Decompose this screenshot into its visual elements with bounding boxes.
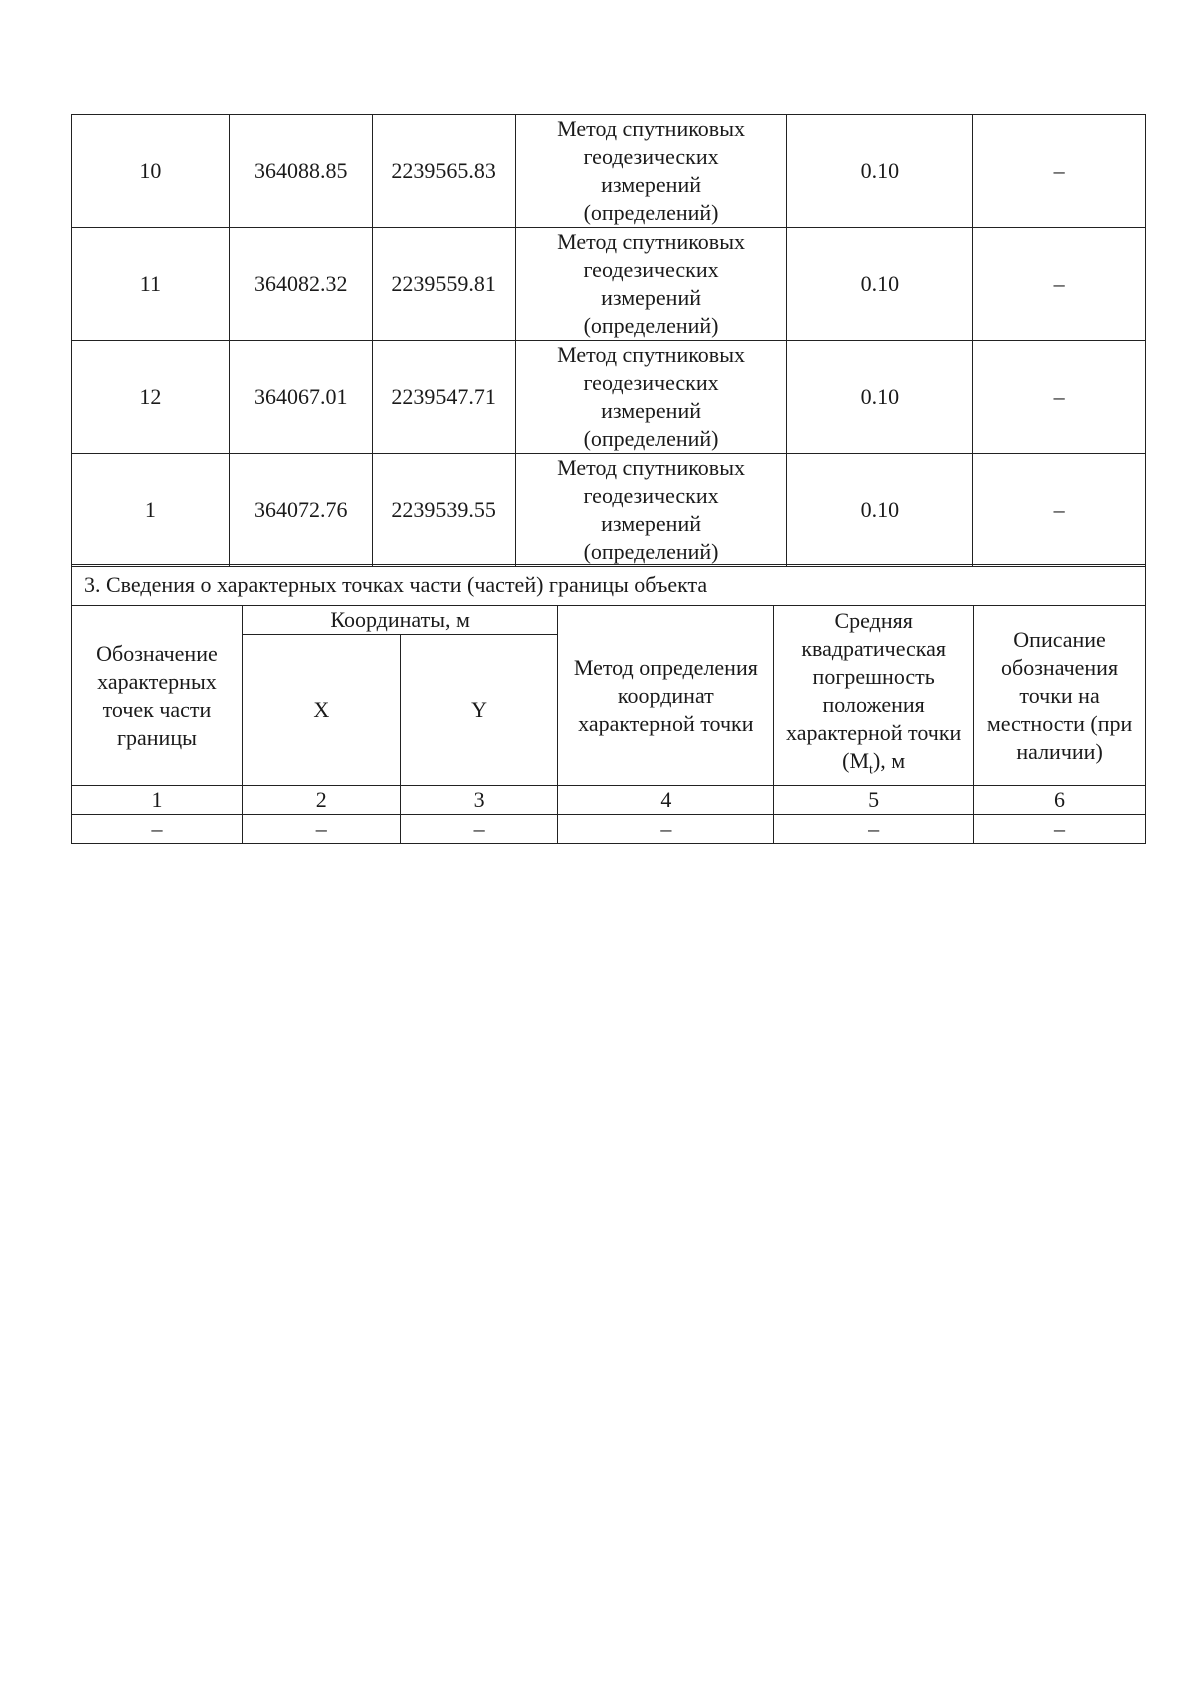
empty-data-row [72, 815, 1146, 844]
section-3-title-table [71, 564, 1146, 606]
header-accuracy [774, 606, 974, 786]
header-accuracy-subscript: t [869, 762, 873, 778]
empty-cell: – [558, 815, 774, 844]
coordinate-x: 364088.85 [229, 115, 372, 228]
description-cell: – [973, 341, 1146, 454]
empty-cell: – [400, 815, 558, 844]
coordinates-table-continued [71, 114, 1146, 567]
coordinate-x: 364072.76 [229, 454, 372, 567]
method-cell: Метод спутниковых геодезических измерений (определений) [515, 341, 787, 454]
point-number: 10 [72, 115, 230, 228]
coordinate-y: 2239559.81 [372, 228, 515, 341]
header-designation: Обозначение характерных точек части границы [72, 606, 243, 786]
column-number: 3 [400, 786, 558, 815]
coordinate-y: 2239547.71 [372, 341, 515, 454]
column-numbers-row [72, 786, 1146, 815]
empty-cell: – [774, 815, 974, 844]
coordinate-x: 364067.01 [229, 341, 372, 454]
section-3-title: 3. Сведения о характерных точках части (частей) границы объекта [72, 565, 1146, 606]
point-number: 1 [72, 454, 230, 567]
column-number: 1 [72, 786, 243, 815]
table-row [72, 115, 1146, 228]
table-row [72, 454, 1146, 567]
header-y: Y [400, 635, 558, 786]
coordinate-y: 2239565.83 [372, 115, 515, 228]
empty-cell: – [242, 815, 400, 844]
method-cell: Метод спутниковых геодезических измерений (определений) [515, 454, 787, 567]
description-cell: – [973, 454, 1146, 567]
header-description: Описание обозначения точки на местности (при наличии) [974, 606, 1146, 786]
coordinate-y: 2239539.55 [372, 454, 515, 567]
coordinate-x: 364082.32 [229, 228, 372, 341]
accuracy-cell: 0.10 [787, 228, 973, 341]
point-number: 12 [72, 341, 230, 454]
table-row [72, 228, 1146, 341]
column-number: 5 [774, 786, 974, 815]
header-accuracy-unit: ), м [872, 747, 906, 773]
column-number: 6 [974, 786, 1146, 815]
part-boundary-points-table [71, 605, 1146, 844]
empty-cell: – [974, 815, 1146, 844]
header-accuracy-text: Средняя квадратическая погрешность положения характерной точки (M [785, 607, 962, 773]
method-cell: Метод спутниковых геодезических измерений (определений) [515, 115, 787, 228]
column-number: 4 [558, 786, 774, 815]
header-coordinates: Координаты, м [242, 606, 558, 635]
header-x: X [242, 635, 400, 786]
header-method: Метод определения координат характерной точки [558, 606, 774, 786]
description-cell: – [973, 228, 1146, 341]
accuracy-cell: 0.10 [787, 454, 973, 567]
description-cell: – [973, 115, 1146, 228]
table-row [72, 341, 1146, 454]
accuracy-cell: 0.10 [787, 115, 973, 228]
column-number: 2 [242, 786, 400, 815]
method-cell: Метод спутниковых геодезических измерений (определений) [515, 228, 787, 341]
empty-cell: – [72, 815, 243, 844]
accuracy-cell: 0.10 [787, 341, 973, 454]
point-number: 11 [72, 228, 230, 341]
